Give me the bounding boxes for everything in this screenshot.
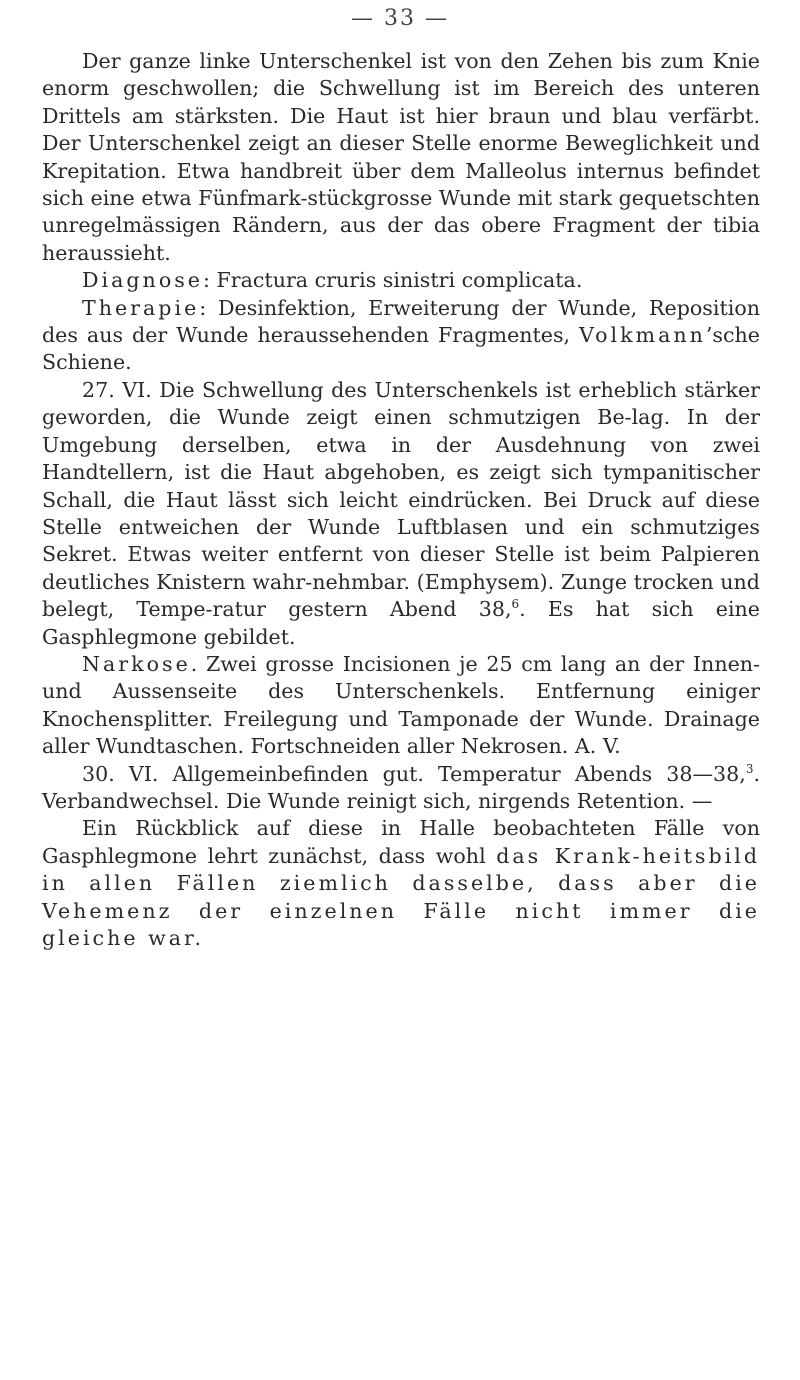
paragraph-entry-27-vi: [42, 377, 760, 651]
diagnosis-label: Diagnose: [82, 268, 203, 293]
paragraph-text: ’sche Schiene.: [42, 323, 760, 375]
emphasized-text: das Krank-heitsbild in allen Fällen ziemlich dasselbe, dass aber die Vehemenz der einzelnen Fälle nicht immer die gleiche war.: [42, 843, 761, 950]
paragraph-entry-30-vi: [42, 761, 760, 816]
superscript-digit: 6: [511, 597, 520, 612]
superscript-digit: 3: [745, 761, 754, 776]
page-number: — 33 —: [351, 6, 449, 31]
therapy-label: Therapie: [82, 295, 200, 320]
paragraph-review: [42, 815, 760, 952]
paragraph-text: . Zwei grosse Incisionen je 25 cm lang an der Innen- und Aussenseite des Unterschenkels. Entfernung einiger Knochensplitter. Freilegung und Tamponade der Wunde. Drainage aller Wundtaschen. Fortschneiden aller Nekrosen. A. V.: [42, 651, 760, 759]
paragraph-diagnosis: [42, 267, 760, 294]
person-name: Volkmann: [579, 323, 706, 348]
paragraph-text: . Verbandwechsel. Die Wunde reinigt sich, nirgends Retention. —: [42, 761, 760, 813]
paragraph-text: . Es hat sich eine Gasphlegmone gebildet.: [42, 597, 760, 649]
paragraph-findings: [42, 48, 760, 267]
paragraph-text: Der ganze linke Unterschenkel ist von den Zehen bis zum Knie enorm geschwollen; die Schwellung ist im Bereich des unteren Drittels am stärksten. Die Haut ist hier braun und blau verfärbt. Der Unterschenkel zeigt an dieser Stelle enorme Beweglichkeit und Krepitation. Etwa handbreit über dem Malleolus internus befindet sich eine etwa Fünfmark-stückgrosse Wunde mit stark gequetschten unregelmässigen Rändern, aus der das obere Fragment der tibia heraussieht.: [42, 49, 760, 265]
narcosis-label: Narkose: [82, 651, 191, 676]
paragraph-text: : Desinfektion, Erweiterung der Wunde, Reposition des aus der Wunde heraussehenden Fragmentes,: [42, 295, 760, 348]
paragraph-narcosis: [42, 651, 760, 761]
body-text: [42, 48, 760, 952]
paragraph-text: Ein Rückblick auf diese in Halle beobachteten Fälle von Gasphlegmone lehrt zunächst, dass wohl: [42, 816, 760, 868]
paragraph-text: 30. VI. Allgemeinbefinden gut. Temperatur Abends 38—38,: [82, 761, 746, 786]
paragraph-text: : Fractura cruris sinistri complicata.: [202, 268, 583, 293]
paragraph-therapy: [42, 295, 760, 377]
paragraph-text: 27. VI. Die Schwellung des Unterschenkels ist erheblich stärker geworden, die Wunde zeigt einen schmutzigen Be-lag. In der Umgebung derselben, etwa in der Ausdehnung von zwei Handtellern, ist die Haut abgehoben, es zeigt sich tympanitischer Schall, die Haut lässt sich leicht eindrücken. Bei Druck auf diese Stelle entweichen der Wunde Luftblasen und ein schmutziges Sekret. Etwas weiter entfernt von dieser Stelle ist beim Palpieren deutliches Knistern wahr-nehmbar. (Emphysem). Zunge trocken und belegt, Tempe-ratur gestern Abend 38,: [42, 377, 760, 622]
